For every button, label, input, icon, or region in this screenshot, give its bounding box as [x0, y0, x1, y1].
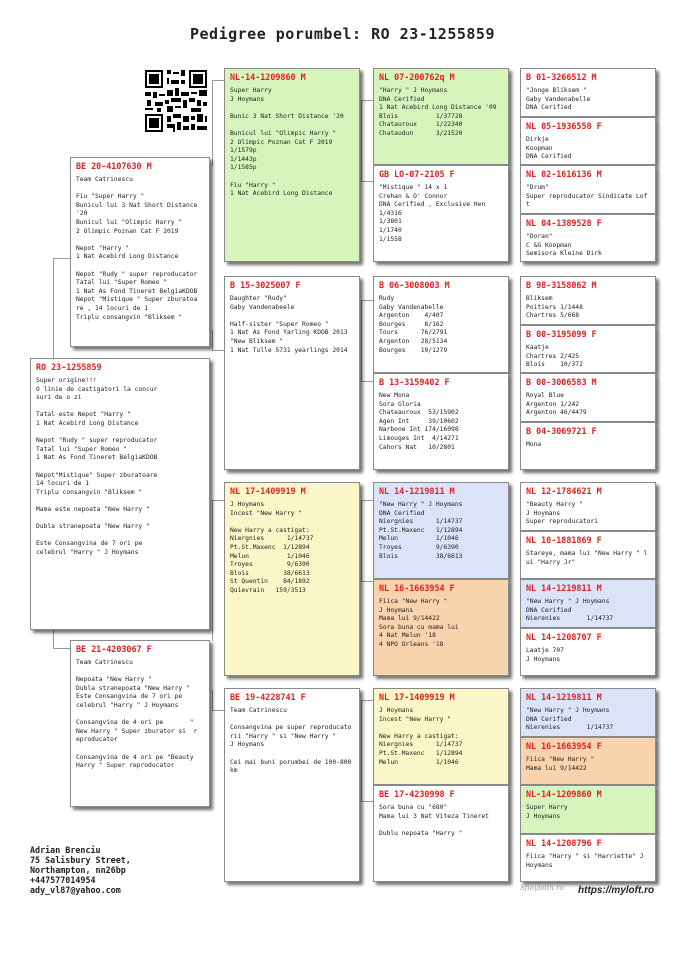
dam-card[interactable]: [70, 640, 210, 807]
pigeon-details: [526, 647, 650, 664]
detail-line: Bunicul lui 3 Nat Short Distance: [76, 201, 198, 209]
gen5-card-9[interactable]: [520, 482, 656, 531]
detail-line: Melun 1/1046: [379, 535, 459, 543]
detail-line: St Quentin 84/1892: [230, 578, 310, 586]
dam-dam-card[interactable]: [224, 688, 360, 882]
detail-line: Niergnies 1/14737: [379, 741, 463, 749]
ring-number: NL 17-1409919 M: [230, 486, 306, 496]
detail-line: New Harry a castigat:: [230, 526, 310, 534]
dsd-card[interactable]: [373, 579, 509, 676]
detail-line: Nepot "Harry ": [76, 244, 130, 252]
detail-line: km: [230, 767, 238, 775]
detail-line: Koopman: [526, 144, 553, 152]
detail-line: Sora buna cu "680": [379, 804, 448, 811]
owner-address: [30, 845, 131, 895]
detail-line: Poitiers 1/1448: [526, 303, 583, 311]
detail-line: Kaatje: [526, 344, 549, 351]
detail-line: Rudy: [379, 295, 395, 302]
detail-line: Super Harry: [526, 804, 568, 811]
detail-line: Fiu "Harry ": [230, 181, 276, 189]
gen5-card-1[interactable]: [520, 68, 656, 117]
detail-line: Nierenies 1/14737: [526, 724, 614, 732]
detail-line: Super reproducatori: [526, 518, 599, 526]
sire-dam-card[interactable]: [224, 276, 360, 470]
pigeon-details: [230, 87, 354, 199]
sire-card[interactable]: [70, 157, 210, 347]
detail-line: DNA Cerified , Exclusive Hen: [379, 201, 486, 209]
detail-line: J Hoymans: [526, 509, 561, 517]
detail-line: Hoymans: [526, 861, 553, 869]
detail-line: J Hoymans: [230, 95, 265, 103]
detail-line: 1/1443p: [230, 155, 257, 163]
detail-line: "New Bliksem ": [230, 337, 284, 345]
detail-line: "Jonge Bliksem ": [526, 87, 587, 94]
detail-line: '20: [76, 210, 88, 218]
detail-line: Nepot "Rudy " super reproducator: [36, 437, 158, 445]
detail-line: Troyes 9/6390: [379, 543, 459, 551]
ring-number: BE 17-4230998 F: [379, 789, 455, 799]
detail-line: 1/1579p: [230, 147, 257, 155]
detail-line: Cahors Nat 10/2801: [379, 443, 455, 451]
detail-line: 1/1558: [379, 235, 402, 243]
detail-line: [230, 173, 354, 182]
detail-line: Triplu consangvin "Bliksem ": [36, 488, 143, 496]
owner-phone: +447577014954: [30, 875, 96, 885]
detail-line: Argenton 28/5134: [379, 337, 448, 345]
detail-line: J Hoymans: [230, 501, 265, 508]
dss-card[interactable]: [373, 482, 509, 579]
detail-line: Blois 1/37728: [379, 112, 463, 120]
detail-line: Argenton 4/407: [379, 312, 444, 320]
detail-line: Chateauroux 53/15902: [379, 409, 459, 417]
detail-line: [36, 463, 204, 472]
detail-line: Narbone Int 174/16098: [379, 426, 459, 434]
detail-line: DNA Cerified: [379, 95, 425, 103]
ddd-card[interactable]: [373, 785, 509, 882]
pigeon-details: [379, 392, 503, 452]
gen5-card-14[interactable]: [520, 737, 656, 785]
detail-line: [230, 518, 354, 527]
detail-line: Mona: [526, 441, 542, 448]
gen5-card-3[interactable]: [520, 165, 656, 214]
detail-line: Laatje 707: [526, 647, 564, 654]
detail-line: Consangvina de 4 ori pe "Beauty: [76, 753, 194, 761]
detail-line: Sora buna cu mama lui: [379, 623, 459, 631]
detail-line: Crehan & O' Connor: [379, 192, 448, 200]
gen5-card-13[interactable]: [520, 688, 656, 737]
gen5-card-5[interactable]: [520, 276, 656, 325]
detail-line: Melun 1/1046: [379, 758, 459, 766]
detail-line: Team Catrinescu: [76, 176, 133, 183]
ring-number: B 06-3008003 M: [379, 280, 450, 290]
ring-number: B 01-3266512 M: [526, 72, 597, 82]
detail-line: 1 Nat Acebird Long Distance: [36, 419, 139, 427]
detail-line: suri de o zi: [36, 394, 82, 402]
detail-line: "Harry " J Hoymans: [379, 87, 448, 94]
detail-line: Nepot"Mistique" Super zburatoare: [36, 471, 158, 479]
detail-line: ui "Harry Jr": [526, 558, 576, 566]
ring-number: B 13-3159402 F: [379, 377, 450, 387]
pigeon-details: [379, 501, 503, 561]
detail-line: Bunicul lui "Olimpic Harry ": [76, 218, 183, 226]
detail-line: 1 Nat Tulle 5731 yearlings 2014: [230, 346, 348, 354]
detail-line: Team Catrinescu: [230, 707, 287, 714]
ssd-card[interactable]: [373, 165, 509, 262]
detail-line: Pt.St.Maxenc 1/12894: [379, 526, 463, 534]
detail-line: [230, 750, 354, 759]
detail-line: "New Harry " J Hoymans: [526, 598, 610, 605]
pigeon-details: [526, 344, 650, 370]
detail-line: Semisora Kleine Dirk: [526, 250, 602, 258]
ring-number: BE 20-4107630 M: [76, 161, 152, 171]
ring-number: NL 14-1208707 F: [526, 632, 602, 642]
detail-line: [76, 236, 204, 245]
signature: Sfinyboth.ro: [520, 884, 564, 892]
detail-line: Pt.St.Maxenc 1/12894: [230, 543, 310, 551]
gen5-card-6[interactable]: [520, 325, 656, 373]
detail-line: re , 14 locuri de 1: [76, 304, 149, 312]
pigeon-details: [526, 233, 650, 259]
detail-line: Este Consangvina de 7 ori pe: [36, 540, 143, 548]
detail-line: Chartres 5/668: [526, 312, 580, 320]
detail-line: New Mona: [379, 392, 410, 399]
detail-line: J Hoymans: [230, 741, 265, 749]
pigeon-details: [379, 87, 503, 139]
detail-line: Chatauroux 1/22340: [379, 121, 463, 129]
detail-line: [379, 724, 503, 733]
ring-number: NL 14-1219811 M: [526, 583, 602, 593]
pigeon-details: [230, 707, 354, 776]
sdd-card[interactable]: [373, 373, 509, 470]
ring-number: NL-14-1209860 M: [230, 72, 306, 82]
owner-name: Adrian Brenciu: [30, 845, 101, 855]
detail-line: Gaby Vandenabelle: [379, 303, 444, 311]
gen5-card-15[interactable]: [520, 785, 656, 834]
ring-number: B 15-3025007 F: [230, 280, 301, 290]
detail-line: Argenton 46/4479: [526, 409, 587, 417]
detail-line: Nepoata "New Harry ": [76, 676, 152, 684]
detail-line: Gaby Vandenabelle: [526, 95, 591, 103]
detail-line: Super Harry: [230, 87, 272, 94]
detail-line: Dubla stranepoata "New Harry ": [76, 684, 190, 692]
pigeon-details: [526, 501, 650, 527]
dam-sire-card[interactable]: [224, 482, 360, 676]
ring-number: NL 14-1219811 M: [379, 486, 455, 496]
ring-number: B 00-3006583 M: [526, 377, 597, 387]
detail-line: DNA Cerified: [526, 104, 572, 112]
gen5-card-4[interactable]: [520, 214, 656, 262]
detail-line: J Hoymans: [379, 606, 414, 614]
ring-number: BE 21-4203067 F: [76, 644, 152, 654]
detail-line: Limouges Int 4/14271: [379, 434, 459, 442]
detail-line: New Harry a castigat:: [379, 732, 459, 740]
detail-line: New Harry " Super zburator si r: [76, 727, 198, 735]
detail-line: Stareye, mama lui "New Harry " l: [526, 550, 648, 557]
pigeon-details: [526, 707, 650, 733]
detail-line: Gaby Vandenabeele: [230, 303, 295, 311]
detail-line: [230, 104, 354, 113]
owner-city: Northampton, nn26bp: [30, 865, 126, 875]
sss-card[interactable]: [373, 68, 509, 165]
ring-number: GB LO-07-2105 F: [379, 169, 455, 179]
pigeon-details: [379, 804, 503, 838]
detail-line: [76, 668, 204, 677]
gen5-card-16[interactable]: [520, 834, 656, 882]
detail-line: Fiica "New Harry ": [379, 598, 448, 605]
page-title: Pedigree porumbel: RO 23-1255859: [190, 25, 495, 43]
ring-number: BE 19-4228741 F: [230, 692, 306, 702]
detail-line: Troyes 9/6390: [230, 561, 310, 569]
pigeon-details: [526, 441, 650, 450]
detail-line: [76, 262, 204, 271]
detail-line: DNA Cerified: [526, 606, 572, 614]
detail-line: Bourges 19/1279: [379, 346, 448, 354]
detail-line: Team Catrinescu: [76, 659, 133, 666]
ring-number: NL 02-1616136 M: [526, 169, 602, 179]
detail-line: "Doran": [526, 233, 553, 240]
sire-sire-card[interactable]: [224, 68, 360, 262]
ring-number: NL 05-1936558 F: [526, 121, 602, 131]
detail-line: t: [526, 201, 530, 209]
detail-line: "Mistique " 14 x 1: [379, 184, 448, 191]
detail-line: rii "Harry " si "New Harry ": [230, 732, 337, 740]
gen5-card-12[interactable]: [520, 628, 656, 676]
detail-line: Mama lui 9/14422: [526, 764, 587, 772]
detail-line: Fiica "New Harry ": [526, 756, 595, 763]
detail-line: Dublu nepoata "Harry ": [379, 829, 463, 837]
detail-line: O linie de castigatori la concur: [36, 385, 158, 393]
detail-line: 1/1585p: [230, 164, 257, 172]
detail-line: [76, 745, 204, 754]
ring-number: NL 04-1389528 F: [526, 218, 602, 228]
pigeon-details: [379, 598, 503, 650]
detail-line: Tatal lui "Super Romeo ": [36, 445, 127, 453]
pigeon-details: [379, 184, 503, 244]
detail-line: Super origine!!!: [36, 377, 97, 384]
detail-line: 1 Nat Acebird Long Distance: [76, 253, 179, 261]
detail-line: Nepot "Rudy " super reproducator: [76, 270, 198, 278]
owner-email[interactable]: ady_vl87@yahoo.com: [30, 885, 121, 895]
pigeon-details: [230, 501, 354, 596]
detail-line: [76, 711, 204, 720]
detail-line: Nierenies 1/14737: [526, 615, 614, 623]
detail-line: 2 Olimpic Poznan Cat F 2019: [76, 227, 179, 235]
detail-line: [36, 429, 204, 438]
website-link[interactable]: https://myloft.ro: [578, 885, 655, 896]
detail-line: Chataudun 3/21520: [379, 129, 463, 137]
detail-line: Fiica "Harry " si "Harriette" J: [526, 853, 644, 860]
detail-line: "New Harry " J Hoymans: [526, 707, 610, 714]
subject-pigeon-card[interactable]: [30, 358, 210, 630]
detail-line: [36, 403, 204, 412]
detail-line: Agen Int 39/10602: [379, 417, 459, 425]
detail-line: Bourges 8/162: [379, 320, 444, 328]
detail-line: Niergnies 1/14737: [379, 518, 463, 526]
pigeon-details: [526, 853, 650, 870]
detail-line: 1 Nat As Fond Tineret BelgiaKDOB: [76, 287, 198, 295]
detail-line: celebrul "Harry " J Hoymans: [36, 548, 139, 556]
detail-line: 1 Nat As Fond Yarling KDOB 2013: [230, 329, 348, 337]
detail-line: Blois 38/6613: [230, 569, 310, 577]
detail-line: [36, 515, 204, 524]
detail-line: Tours 76/2791: [379, 329, 448, 337]
detail-line: [230, 121, 354, 130]
detail-line: Quievrain 159/3513: [230, 586, 306, 594]
gen5-card-2[interactable]: [520, 117, 656, 165]
detail-line: "Drum": [526, 184, 549, 191]
detail-line: Incest "New Harry ": [379, 715, 452, 723]
gen5-card-11[interactable]: [520, 579, 656, 628]
pigeon-details: [36, 377, 204, 557]
ring-number: NL 14-1219811 M: [526, 692, 602, 702]
detail-line: Incest "New Harry ": [230, 509, 303, 517]
detail-line: [379, 821, 503, 830]
detail-line: Bunic 3 Nat Short Distance '20: [230, 112, 344, 120]
detail-line: 2 Olimpic Poznan Cat F 2019: [230, 138, 333, 146]
detail-line: Half-sister "Super Romeo ": [230, 320, 329, 328]
detail-line: Blois 38/6613: [379, 552, 463, 560]
detail-line: 14 locuri de 1: [36, 480, 90, 488]
ring-number: NL 16-1663954 F: [379, 583, 455, 593]
detail-line: Niergnies 1/14737: [230, 535, 314, 543]
detail-line: "Beauty Harry ": [526, 501, 583, 508]
detail-line: C &G Koopman: [526, 241, 572, 249]
detail-line: [76, 185, 204, 194]
pigeon-details: [526, 184, 650, 210]
detail-line: eproducator: [76, 736, 118, 744]
ring-number: NL 12-1784621 M: [526, 486, 602, 496]
ring-number: NL 16-1663954 F: [526, 741, 602, 751]
detail-line: Dubla stranepoata "New Harry ": [36, 523, 150, 531]
detail-line: Cei mai buni porumbei de 100-800: [230, 758, 352, 766]
detail-line: 1/4316: [379, 209, 402, 217]
detail-line: celebrul "Harry " J Hoymans: [76, 701, 179, 709]
detail-line: J Hoymans: [526, 812, 561, 820]
ring-number: B 00-3195099 F: [526, 329, 597, 339]
pigeon-details: [526, 756, 650, 773]
gen5-card-10[interactable]: [520, 531, 656, 579]
detail-line: 1 Nat As Fond Tineret BelgiaKDOB: [36, 454, 158, 462]
detail-line: [36, 497, 204, 506]
pigeon-details: [76, 176, 204, 322]
detail-line: [36, 532, 204, 541]
detail-line: Mama lui 9/14422: [379, 615, 440, 623]
detail-line: [230, 716, 354, 725]
detail-line: 1 Nat Acebird Long Distance: [230, 190, 333, 198]
qr-code-icon[interactable]: [143, 68, 209, 134]
detail-line: Mama lui 3 Nat Viteza Tineret: [379, 812, 489, 820]
detail-line: 1 Nat Acebird Long Distance '09: [379, 104, 497, 112]
detail-line: "New Harry " J Hoymans: [379, 501, 463, 508]
detail-line: DNA Cerified: [526, 153, 572, 161]
ring-number: NL 10-1881869 F: [526, 535, 602, 545]
detail-line: DNA Cerified: [526, 715, 572, 723]
gen5-card-8[interactable]: [520, 422, 656, 470]
ring-number: NL-14-1209860 M: [526, 789, 602, 799]
pigeon-details: [379, 707, 503, 767]
detail-line: J Hoymans: [526, 655, 561, 663]
detail-line: 4 Nat Melun '18: [379, 632, 436, 640]
pigeon-details: [379, 295, 503, 355]
detail-line: Daughter "Rudy": [230, 295, 287, 302]
detail-line: Bunicul lui "Olimpic Harry ": [230, 129, 337, 137]
pigeon-details: [526, 295, 650, 321]
pigeon-details: [230, 295, 354, 355]
pigeon-details: [526, 598, 650, 624]
detail-line: Chartres 2/425: [526, 352, 580, 360]
detail-line: Consangvina de 4 ori pe ": [76, 719, 194, 727]
gen5-card-7[interactable]: [520, 373, 656, 422]
detail-line: Tatal lui "Super Romeo ": [76, 279, 167, 287]
detail-line: Dirkje: [526, 136, 549, 143]
detail-line: Este Consangvina de 7 ori pe: [76, 693, 183, 701]
detail-line: 1/3801: [379, 218, 402, 226]
detail-line: Triplu consangvin "Bliksem ": [76, 313, 183, 321]
detail-line: Bliksem: [526, 295, 553, 302]
pigeon-details: [526, 392, 650, 418]
detail-line: Royal Blue: [526, 392, 564, 399]
detail-line: Pt.St.Maxenc 1/12894: [379, 749, 463, 757]
detail-line: Mama este nepoata "New Harry ": [36, 505, 150, 513]
detail-line: Argenton 1/242: [526, 400, 580, 408]
dds-card[interactable]: [373, 688, 509, 785]
ring-number: NL 14-1208796 F: [526, 838, 602, 848]
pigeon-details: [526, 550, 650, 567]
detail-line: Harry " Super reproducator: [76, 762, 175, 770]
detail-line: Nepot "Mistique " Super zburatoa: [76, 296, 198, 304]
detail-line: 1/1740: [379, 226, 402, 234]
detail-line: Super reproducator Sindicate Lof: [526, 192, 648, 200]
detail-line: Fiu "Super Harry ": [76, 193, 145, 201]
detail-line: Consangvina pe super reproducato: [230, 724, 352, 732]
ring-number: NL 17-1409919 M: [379, 692, 455, 702]
ring-number: RO 23-1255859: [36, 362, 102, 372]
ring-number: B 04-3069721 F: [526, 426, 597, 436]
detail-line: J Hoymans: [379, 707, 414, 714]
detail-line: Tatal este Nepot "Harry ": [36, 411, 131, 419]
connector-dam: [53, 630, 71, 649]
ring-number: NL 07-200762q M: [379, 72, 455, 82]
detail-line: 4 NPO Orleans '18: [379, 640, 444, 648]
pigeon-details: [526, 87, 650, 113]
ring-number: B 98-3158062 M: [526, 280, 597, 290]
connector-sire: [53, 258, 71, 361]
detail-line: [230, 312, 354, 321]
pigeon-details: [526, 136, 650, 162]
pigeon-details: [526, 804, 650, 821]
sds-card[interactable]: [373, 276, 509, 373]
owner-street: 75 Salisbury Street,: [30, 855, 131, 865]
detail-line: Sora Gloria: [379, 400, 421, 408]
detail-line: Melun 1/1046: [230, 552, 310, 560]
detail-line: Blois 10/372: [526, 361, 583, 369]
pigeon-details: [76, 659, 204, 771]
detail-line: DNA Cerified: [379, 509, 425, 517]
